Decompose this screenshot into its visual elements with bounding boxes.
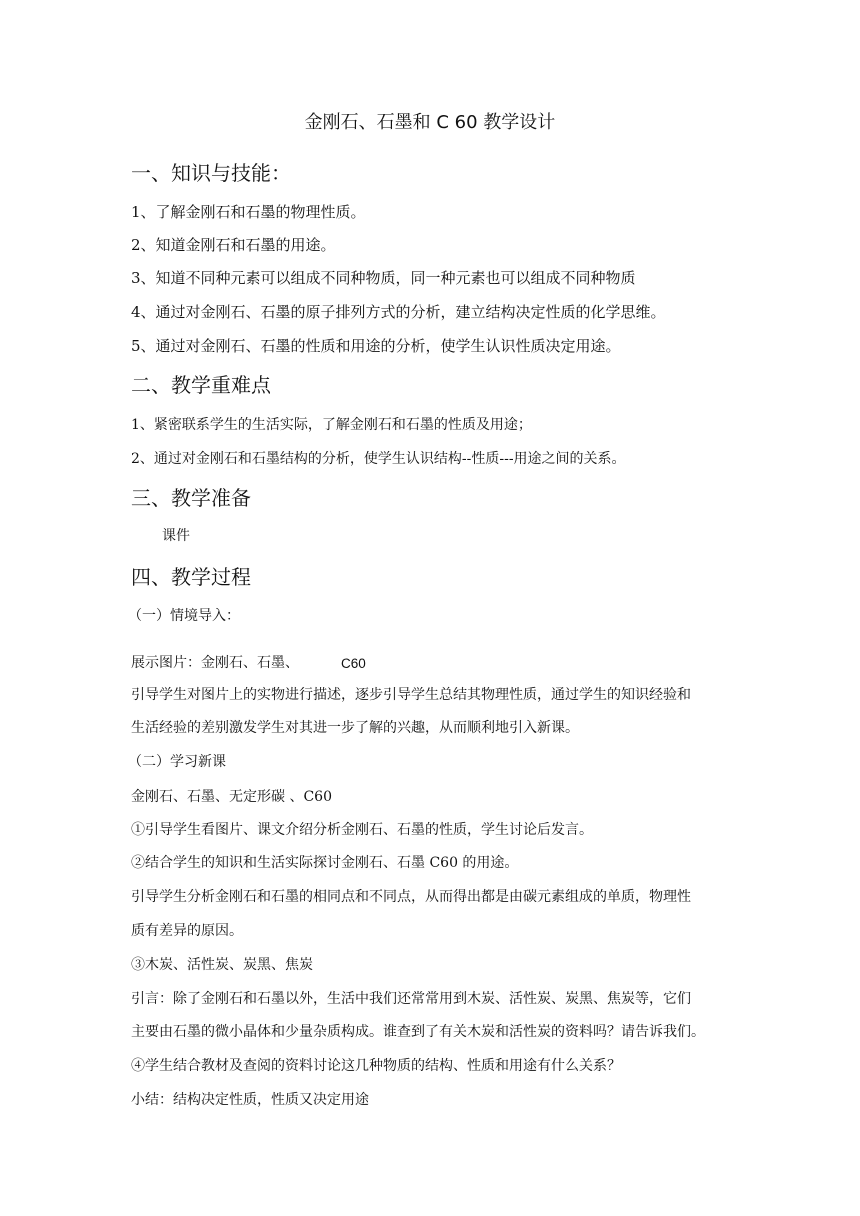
key-point-item-2: 2、通过对金刚石和石墨结构的分析，使学生认识结构--性质---用途之间的关系。 bbox=[131, 451, 626, 467]
preparation-content: 课件 bbox=[162, 528, 190, 544]
objective-item-2: 2、知道金刚石和石墨的用途。 bbox=[131, 236, 336, 254]
intro-paragraph-line-2: 生活经验的差别激发学生对其进一步了解的兴趣，从而顺利地引入新课。 bbox=[131, 720, 579, 736]
objective-item-5: 5、通过对金刚石、石墨的性质和用途的分析，使学生认识性质决定用途。 bbox=[131, 337, 621, 355]
lesson-line-7: 引言：除了金刚石和石墨以外，生活中我们还常常用到木炭、活性炭、炭黑、焦炭等，它们 bbox=[131, 991, 691, 1007]
lesson-line-2: ①引导学生看图片、课文介绍分析金刚石、石墨的性质，学生讨论后发言。 bbox=[131, 822, 593, 838]
intro-paragraph-line-1: 引导学生对图片上的实物进行描述，逐步引导学生总结其物理性质，通过学生的知识经验和 bbox=[131, 687, 691, 703]
document-title: 金刚石、石墨和 C 60 教学设计 bbox=[304, 112, 556, 133]
lesson-line-3: ②结合学生的知识和生活实际探讨金刚石、石墨 C60 的用途。 bbox=[131, 855, 519, 871]
section-heading-knowledge-skills: 一、知识与技能： bbox=[131, 161, 291, 185]
section-heading-teaching-process: 四、教学过程 bbox=[131, 565, 251, 589]
section-heading-key-points: 二、教学重难点 bbox=[131, 373, 271, 397]
lesson-line-9: ④学生结合教材及查阅的资料讨论这几种物质的结构、性质和用途有什么关系？ bbox=[131, 1058, 621, 1074]
show-images-label: 展示图片：金刚石、石墨、 bbox=[131, 655, 299, 671]
subsection-heading-situation-intro: （一）情境导入： bbox=[128, 608, 240, 624]
lesson-line-6: ③木炭、活性炭、炭黑、焦炭 bbox=[131, 957, 313, 973]
lesson-line-4: 引导学生分析金刚石和石墨的相同点和不同点，从而得出都是由碳元素组成的单质，物理性 bbox=[131, 889, 691, 905]
objective-item-3: 3、知道不同种元素可以组成不同种物质，同一种元素也可以组成不同种物质 bbox=[131, 269, 636, 287]
lesson-line-8: 主要由石墨的微小晶体和少量杂质构成。谁查到了有关木炭和活性炭的资料吗？请告诉我们。 bbox=[131, 1024, 705, 1040]
subsection-heading-new-lesson: （二）学习新课 bbox=[128, 754, 226, 770]
key-point-item-1: 1、紧密联系学生的生活实际，了解金刚石和石墨的性质及用途； bbox=[131, 417, 532, 433]
section-heading-preparation: 三、教学准备 bbox=[131, 486, 251, 510]
objective-item-1: 1、了解金刚石和石墨的物理性质。 bbox=[131, 203, 366, 221]
lesson-line-1: 金刚石、石墨、无定形碳 、C60 bbox=[131, 789, 332, 805]
objective-item-4: 4、通过对金刚石、石墨的原子排列方式的分析，建立结构决定性质的化学思维。 bbox=[131, 303, 666, 321]
lesson-line-5: 质有差异的原因。 bbox=[131, 923, 243, 939]
show-images-c60: C60 bbox=[341, 656, 366, 671]
lesson-summary: 小结：结构决定性质，性质又决定用途 bbox=[131, 1092, 369, 1108]
